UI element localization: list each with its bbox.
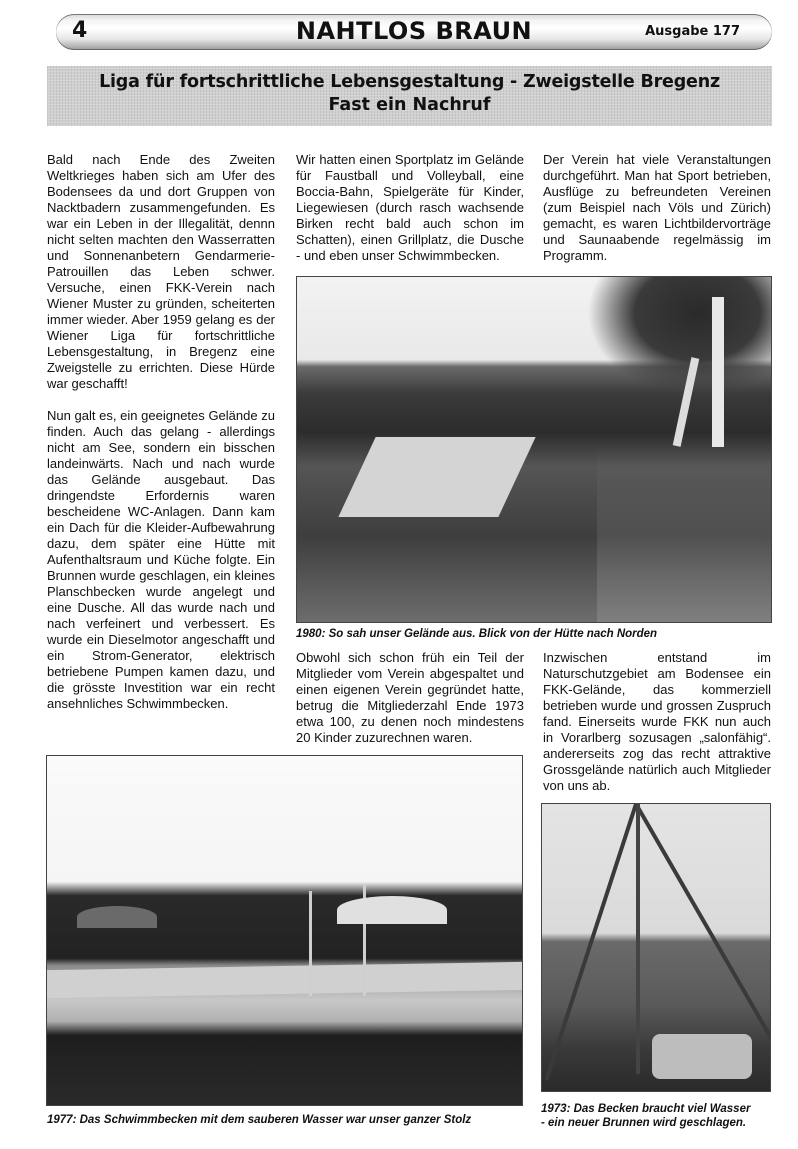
article-column-2-bottom <box>296 650 524 762</box>
lawn-highlight-shape <box>597 442 771 622</box>
pool-ladder-shape <box>309 891 312 996</box>
magazine-title: NAHTLOS BRAUN <box>295 17 533 45</box>
article-column-1 <box>47 152 275 728</box>
photo-3-caption-line-1: 1973: Das Becken braucht viel Wasser <box>541 1103 751 1115</box>
issue-number: Ausgabe 177 <box>645 24 740 39</box>
tripod-leg-shape <box>636 804 640 1074</box>
paragraph: Wir hatten einen Sportplatz im Gelände für Faustball und Volleyball, eine Boccia-Bahn, Spielgeräte für Kinder, Liegewiesen (durch rasch wachsende Birken recht bald auch schon im Schatten), einen Grillplatz, die Dusche - und eben unser Schwimmbecken. <box>296 152 524 263</box>
paragraph: Bald nach Ende des Zweiten Weltkrieges haben sich am Ufer des Bodensees da und dort Gruppen von Nacktbadern zusammengefunden. Es war ein Leben in der Illegalität, dennn nicht selten machten den Wasserratten und Sonnenanbetern Gendarmerie-Patrouillen das Leben schwer. Versuche, einen FKK-Verein nach Wiener Muster zu gründen, scheiterten immer wieder. Aber 1959 gelang es der Wiener Liga für fortschrittliche Lebensgestaltung, in Bregenz eine Zweigstelle zu errichten. Diese Hürde war geschafft! <box>47 152 275 391</box>
tripod-leg-shape <box>544 803 637 1080</box>
birch-trunk-shape <box>712 297 724 447</box>
photo-3-caption-line-2: - ein neuer Brunnen wird geschlagen. <box>541 1117 747 1129</box>
article-subtitle: Fast ein Nachruf <box>328 95 491 115</box>
parasol-shape <box>337 896 447 924</box>
paved-area-shape <box>338 437 535 517</box>
masthead-banner <box>56 14 772 50</box>
article-column-3-bottom <box>543 650 771 810</box>
article-headline-box <box>47 66 772 126</box>
photo-well-drilling-1973 <box>541 803 771 1092</box>
photo-grounds-1980 <box>296 276 772 623</box>
article-column-2-top <box>296 152 524 280</box>
parasol-shape <box>77 906 157 928</box>
page-number: 4 <box>72 18 88 43</box>
pool-edge-shape <box>47 962 522 998</box>
tripod-leg-shape <box>634 803 771 1056</box>
paragraph: Obwohl sich schon früh ein Teil der Mitglieder vom Verein abgespaltet und einen eigenen Verein gegründet hatte, betrug die Mitgliederzahl Ende 1973 etwa 100, zu denen noch mindestens 20 Kinder zuzurechnen waren. <box>296 650 524 745</box>
photo-swimming-pool-1977 <box>46 755 523 1106</box>
paragraph: Der Verein hat viele Veranstaltungen durchgeführt. Man hat Sport betrieben, Ausflüge zu befreundeten Vereinen (zum Beispiel nach Völs und Zürich) gemacht, es waren Lichtbildervorträge und Saunaabende regelmässig im Programm. <box>543 152 771 263</box>
article-title: Liga für fortschrittliche Lebensgestaltung - Zweigstelle Bregenz <box>99 72 720 92</box>
photo-2-caption: 1977: Das Schwimmbecken mit dem sauberen Wasser war unser ganzer Stolz <box>47 1114 472 1126</box>
photo-1-caption: 1980: So sah unser Gelände aus. Blick von der Hütte nach Norden <box>296 628 658 640</box>
paragraph: Inzwischen entstand im Naturschutzgebiet am Bodensee ein FKK-Gelände, das kommerziell betrieben wurde und grossen Zuspruch fand. Einerseits wurde FKK nun auch in Vorarlberg sozusagen „salonfähig“. andererseits zog das recht attraktive Grossgelände natürlich auch Mitglieder von uns ab. <box>543 650 771 793</box>
paragraph: Nun galt es, ein geeignetes Gelände zu finden. Auch das gelang - allerdings nicht am See, sondern ein bisschen landeinwärts. Nach und nach wurde das Gelände ausgebaut. Das dringendste Erfordernis waren bescheidene WC-Anlagen. Dann kam ein Dach für die Kleider-Aufbewahrung dazu, dem später eine Hütte mit Aufenthaltsraum und Küche folgte. Ein Brunnen wurde geschlagen, ein kleines Planschbecken wurde angelegt und eine Dusche. All das wurde nach und nach verfeinert und verbessert. Es wurde ein Dieselmotor angeschafft und ein Strom-Generator, elektrisch betriebene Pumpen kamen dazu, und die grösste Investition war ein recht ansehnliches Schwimmbecken. <box>47 408 275 711</box>
tree-shape <box>587 277 771 397</box>
concrete-ring-shape <box>652 1034 752 1079</box>
photo-3-caption <box>541 1102 781 1130</box>
article-column-3-top <box>543 152 771 280</box>
